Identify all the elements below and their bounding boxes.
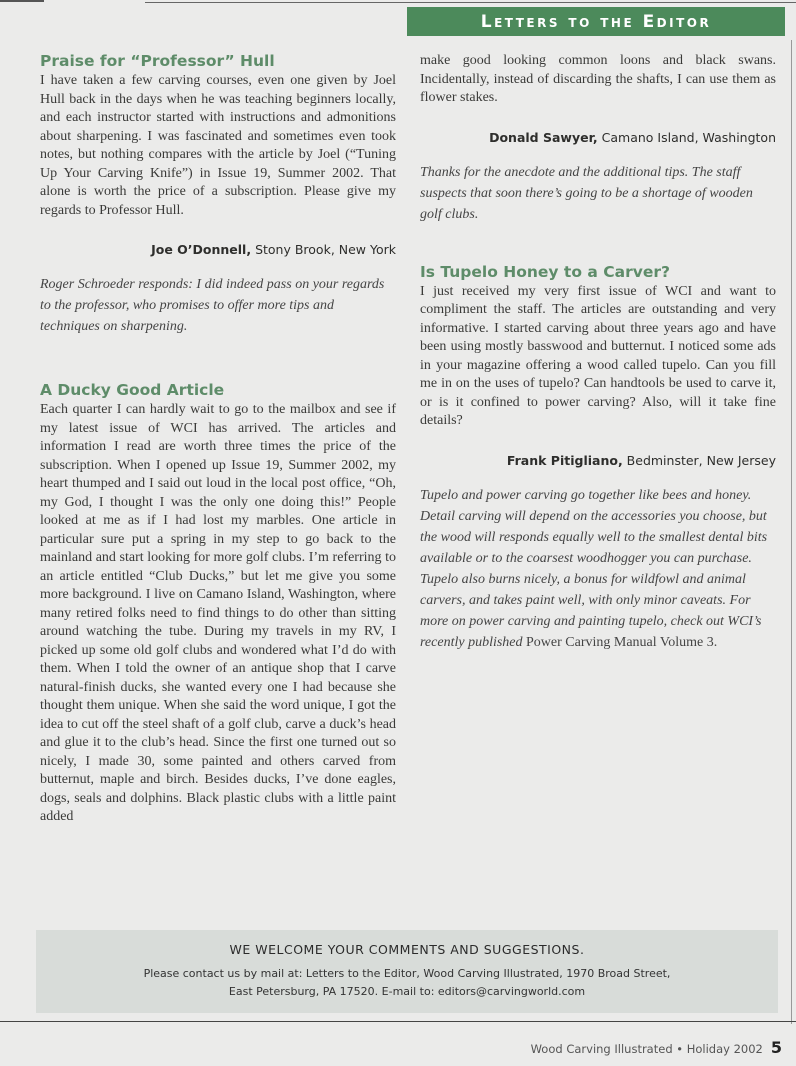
editor-response-text: Tupelo and power carving go together like bees and honey. Detail carving will depend on the accessories you choose, but the wood will responds equally well to the smallest dental bits available or to the coarsest woodhogger you can purchase. Tupelo also burns nicely, a bonus for wildfowl and animal carvers, and takes paint well, with only minor caveats. For more on power carving and painting tupelo, check out WCI’s recently published [420, 487, 768, 650]
left-column [40, 50, 396, 827]
comments-body [36, 965, 778, 1001]
author-name: Joe O’Donnell, [151, 242, 252, 257]
letter-body: Each quarter I can hardly wait to go to the mailbox and see if my latest issue of WCI has arrived. The articles and information I read are worth three times the price of the subscription. When I opened up Issue 19, Summer 2002, my heart thumped and I said out loud in the local post office, “Oh, my God, I thought I was the only one doing this!” People looked at me as if I had lost my marbles. One article in particular sure put a spring in my step to go back to the mainland and start looking for more golf clubs. I’m referring to an article entitled “Club Ducks,” but let me give you some more background. I live on Camano Island, Washington, where many retired folks need to find things to do other than sitting around watching the tube. During my travels in my RV, I picked up some old golf clubs and wondered what I’d do with them. When I told the owner of an antique shop that I carve natural-finish ducks, she wanted every one I had because she thought them unique. When she said the word unique, I got the idea to cut off the steel shaft of a golf club, carve a duck’s head and glue it to the club’s head. Since the first one turned out so nicely, I made 30, some painted and others carved from butternut, maple and birch. Besides ducks, I’ve done eagles, dogs, seals and dolphins. Black plastic clubs with a little paint added [40, 402, 396, 824]
book-title: Power Carving Manual Volume 3. [526, 634, 718, 650]
letter-tupelo [420, 261, 776, 653]
top-rule-left [0, 0, 44, 2]
letter-body: I have taken a few carving courses, even one given by Joel Hull back in the days when he was teaching beginners locally, and each instructor started with instructions and admonitions about sharpening. I was fascinated and sometimes even took notes, but nothing compares with the article by Joel (“Tuning Up Your Carving Knife”) in Issue 19, Summer 2002. That alone is worth the price of a subscription. Please give my regards to Professor Hull. [40, 73, 396, 218]
letter-title: A Ducky Good Article [40, 381, 225, 399]
author-location: Stony Brook, New York [255, 242, 396, 257]
top-rule [145, 2, 796, 3]
letter-signature [420, 130, 776, 145]
section-banner [407, 7, 785, 36]
author-location: Camano Island, Washington [601, 129, 776, 145]
editor-response [420, 485, 776, 653]
author-name: Donald Sawyer, [489, 129, 598, 145]
comments-box [36, 930, 778, 1013]
letter-signature [40, 242, 396, 257]
right-column [420, 50, 776, 653]
contact-email-line: East Petersburg, PA 17520. E-mail to: editors@carvingworld.com [228, 985, 586, 998]
bottom-rule [0, 1021, 796, 1022]
letter-body-continued: make good looking common loons and black swans. Incidentally, instead of discarding the shafts, I can use them as flower stakes. [420, 53, 776, 105]
letter-title: Is Tupelo Honey to a Carver? [420, 262, 670, 281]
author-name: Frank Pitigliano, [506, 452, 623, 468]
letter-body: I just received my very first issue of WCI and want to compliment the staff. The articles are outstanding and very informative. I started carving about three years ago and have been using mostly basswood and butternut. I noticed some ads in your magazine offering a wood called tupelo. Can you fill me in on the uses of tupelo? Can handtools be used to carve it, or is it confined to power carving? Also, will it take fine details? [420, 283, 776, 428]
section-title: Letters to the Editor [480, 11, 712, 32]
letter-ducky-article-continued [420, 52, 776, 225]
editor-response: Thanks for the anecdote and the additional tips. The staff suspects that soon there’s going to be a shortage of wooden golf clubs. [420, 164, 753, 222]
page-number: 5 [770, 1038, 782, 1057]
publication-info: Wood Carving Illustrated • Holiday 2002 [530, 1042, 763, 1056]
contact-mail-line: Please contact us by mail at: Letters to the Editor, Wood Carving Illustrated, 1970 Broad Street, [143, 967, 671, 980]
editor-response: Roger Schroeder responds: I did indeed pass on your regards to the professor, who promises to offer more tips and techniques on sharpening. [40, 277, 385, 334]
right-rule [791, 40, 792, 1024]
author-location: Bedminster, New Jersey [626, 452, 776, 468]
comments-title: WE WELCOME YOUR COMMENTS AND SUGGESTIONS. [229, 942, 585, 957]
page-footer [531, 1038, 782, 1057]
letter-title: Praise for “Professor” Hull [40, 52, 275, 70]
letter-signature [420, 453, 776, 468]
letter-ducky-article [40, 379, 396, 827]
letter-praise-hull [40, 50, 396, 337]
